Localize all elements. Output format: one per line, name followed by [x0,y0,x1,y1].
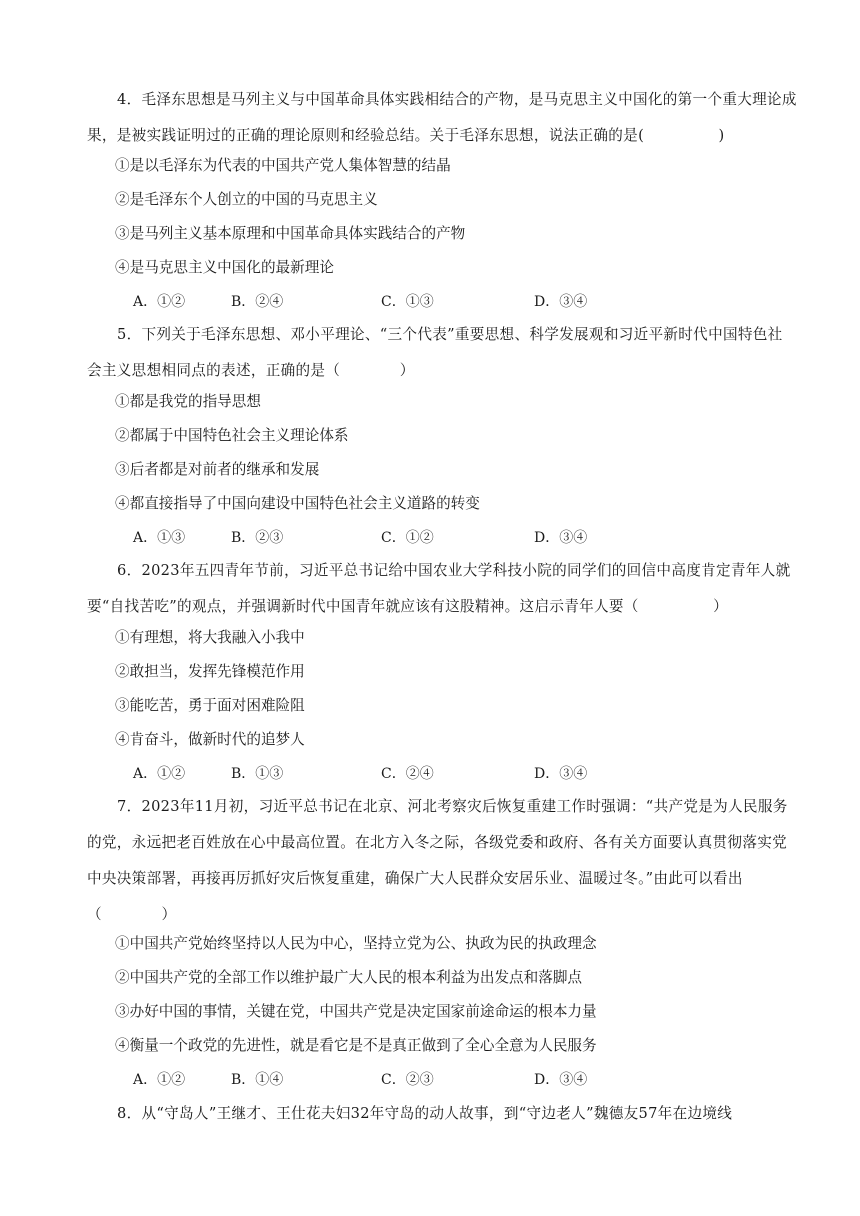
question-6-statement-3: ③能吃苦，勇于面对困难险阻 [115,697,305,714]
question-6-stem: 6．2023年五四青年节前，习近平总书记给中国农业大学科技小院的同学们的回信中高度肯定青年人就要“自找苦吃”的观点，并强调新时代中国青年就应该有这股精神。这启示青年人要（ ） [87,562,791,615]
question-5-statement-2: ②都属于中国特色社会主义理论体系 [115,427,349,444]
choice-d: D．③④ [534,294,588,310]
choice-c: C．①③ [381,294,434,310]
choice-c: C．②③ [381,1072,434,1088]
choice-b: B．②④ [231,294,284,310]
question-5-statement-1: ①都是我党的指导思想 [115,393,261,410]
choice-b: B．①④ [231,1072,284,1088]
question-5-choices [133,528,673,548]
question-4-statement-1: ①是以毛泽东为代表的中国共产党人集体智慧的结晶 [115,157,451,174]
choice-a: A．①② [133,1072,186,1088]
question-6-choices [133,764,673,784]
question-7-statement-2: ②中国共产党的全部工作以维护最广大人民的根本利益为出发点和落脚点 [115,969,583,986]
choice-c: C．②④ [381,766,434,782]
choice-d: D．③④ [534,530,588,546]
question-7-statement-1: ①中国共产党始终坚持以人民为中心，坚持立党为公、执政为民的执政理念 [115,935,597,952]
choice-a: A．①② [133,766,186,782]
question-4-choices [133,292,673,312]
question-7-statement-3: ③办好中国的事情，关键在党，中国共产党是决定国家前途命运的根本力量 [115,1003,597,1020]
question-4-statement-4: ④是马克思主义中国化的最新理论 [115,259,334,276]
question-4-statement-2: ②是毛泽东个人创立的中国的马克思主义 [115,191,378,208]
choice-d: D．③④ [534,766,588,782]
choice-b: B．①③ [231,766,284,782]
choice-c: C．①② [381,530,434,546]
question-5-stem: 5．下列关于毛泽东思想、邓小平理论、“三个代表”重要思想、科学发展观和习近平新时代中国特色社会主义思想相同点的表述，正确的是（ ） [87,326,783,379]
choice-a: A．①③ [133,530,186,546]
choice-d: D．③④ [534,1072,588,1088]
question-4-stem: 4．毛泽东思想是马列主义与中国革命具体实践相结合的产物，是马克思主义中国化的第一个重大理论成果，是被实践证明过的正确的理论原则和经验总结。关于毛泽东思想，说法正确的是( ) [87,91,797,144]
choice-b: B．②③ [231,530,284,546]
question-8-stem: 8．从“守岛人”王继才、王仕花夫妇32年守岛的动人故事，到“守边老人”魏德友57年在边境线 [117,1105,733,1122]
choice-a: A．①② [133,294,186,310]
question-7-stem: 7．2023年11月初，习近平总书记在北京、河北考察灾后恢复重建工作时强调：“共产党是为人民服务的党，永远把老百姓放在心中最高位置。在北方入冬之际，各级党委和政府、各有关方面要认真贯彻落实党中央决策部署，再接再厉抓好灾后恢复重建，确保广大人民群众安居乐业、温暖过冬。”由此可以看出（ ） [87,798,788,923]
question-5-statement-4: ④都直接指导了中国向建设中国特色社会主义道路的转变 [115,495,480,512]
question-6-statement-4: ④肯奋斗，做新时代的追梦人 [115,731,305,748]
question-6-statement-2: ②敢担当，发挥先锋模范作用 [115,663,305,680]
question-7-choices [133,1070,673,1090]
question-6-statement-1: ①有理想，将大我融入小我中 [115,629,305,646]
question-5-statement-3: ③后者都是对前者的继承和发展 [115,461,320,478]
question-7-statement-4: ④衡量一个政党的先进性，就是看它是不是真正做到了全心全意为人民服务 [115,1037,597,1054]
question-4-statement-3: ③是马列主义基本原理和中国革命具体实践结合的产物 [115,225,466,242]
